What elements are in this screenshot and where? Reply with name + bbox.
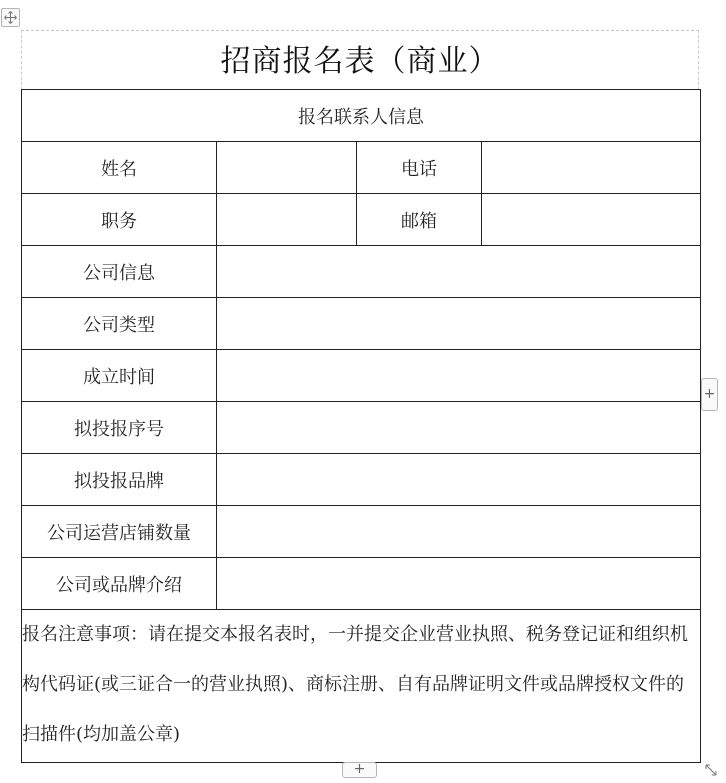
- table-row: [22, 142, 701, 194]
- table-resize-handle[interactable]: [703, 762, 719, 778]
- name-field[interactable]: [217, 142, 357, 194]
- position-label: 职务: [22, 194, 217, 246]
- table-row: [22, 298, 701, 350]
- store-count-field[interactable]: [217, 506, 701, 558]
- intro-field[interactable]: [217, 558, 701, 610]
- add-row-button[interactable]: +: [342, 762, 377, 778]
- move-icon: [4, 11, 17, 24]
- table-row: [22, 350, 701, 402]
- note-row: [22, 610, 701, 763]
- table-row: [22, 454, 701, 506]
- table-row: [22, 194, 701, 246]
- resize-icon: [703, 762, 719, 778]
- table-row: [22, 506, 701, 558]
- company-info-label: 公司信息: [22, 246, 217, 298]
- section-header[interactable]: 报名联系人信息: [22, 90, 701, 142]
- table-row: [22, 558, 701, 610]
- established-field[interactable]: [217, 350, 701, 402]
- table-row: [22, 246, 701, 298]
- email-field[interactable]: [482, 194, 701, 246]
- add-column-button[interactable]: +: [701, 378, 718, 411]
- section-header-row: [22, 90, 701, 142]
- company-type-field[interactable]: [217, 298, 701, 350]
- registration-form-table: [21, 89, 701, 763]
- registration-notes[interactable]: 报名注意事项：请在提交本报名表时，一并提交企业营业执照、税务登记证和组织机构代码证(或三证合一的营业执照)、商标注册、自有品牌证明文件或品牌授权文件的扫描件(均加盖公章): [22, 610, 701, 763]
- company-info-field[interactable]: [217, 246, 701, 298]
- document-title[interactable]: 招商报名表（商业）: [220, 44, 500, 79]
- company-type-label: 公司类型: [22, 298, 217, 350]
- table-move-handle[interactable]: [1, 8, 20, 27]
- established-label: 成立时间: [22, 350, 217, 402]
- phone-field[interactable]: [482, 142, 701, 194]
- table-row: [22, 402, 701, 454]
- position-field[interactable]: [217, 194, 357, 246]
- bid-number-field[interactable]: [217, 402, 701, 454]
- email-label: 邮箱: [357, 194, 482, 246]
- bid-brand-field[interactable]: [217, 454, 701, 506]
- bid-brand-label: 拟投报品牌: [22, 454, 217, 506]
- store-count-label: 公司运营店铺数量: [22, 506, 217, 558]
- name-label: 姓名: [22, 142, 217, 194]
- phone-label: 电话: [357, 142, 482, 194]
- bid-number-label: 拟投报序号: [22, 402, 217, 454]
- intro-label: 公司或品牌介绍: [22, 558, 217, 610]
